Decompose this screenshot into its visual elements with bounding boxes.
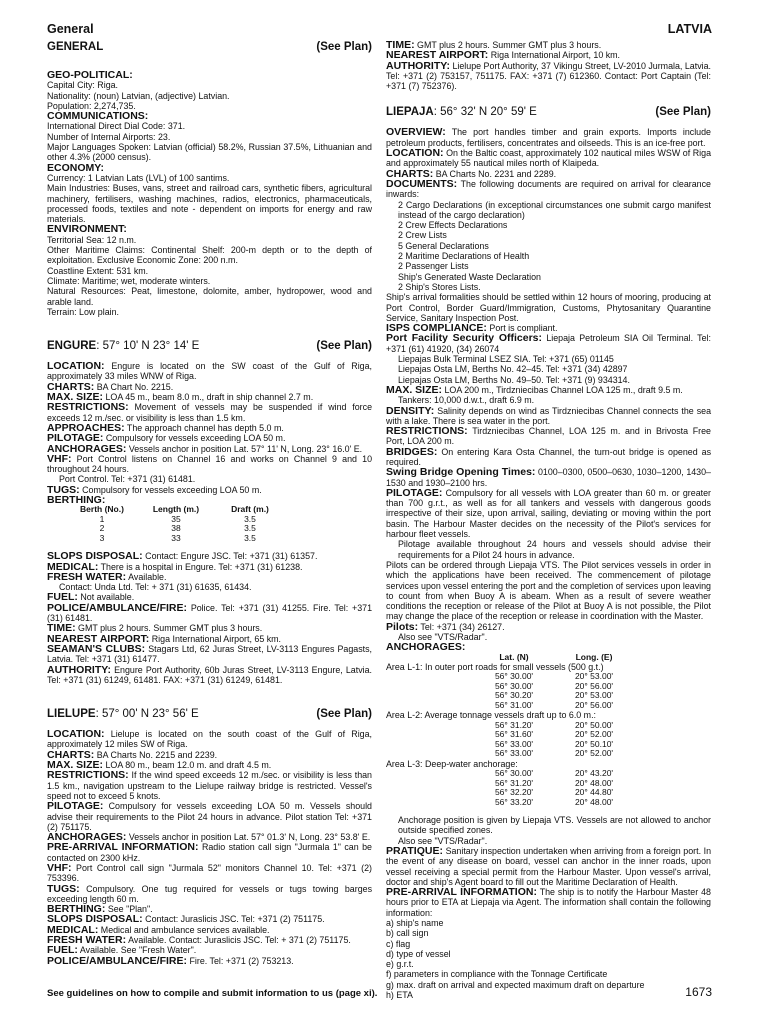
economy-line: Currency: 1 Latvian Lats (LVL) of 100 santims. [47,172,230,183]
lielupe-item-value: Fire. Tel: +371 (2) 753213. [189,955,294,966]
pre-arrival-list-item: a) ship's name [386,917,444,928]
liepaja-pratique-value: Sanitary inspection undertaken when arriving from a foreign port. In the event of any disease on board, vessel can anchor in the inner roads, upon vessel receiving a special permit from the Harbour Master. Upon vessel's arrival, doctor and ship's Agent board to fill out the Maritime Declaration of Health. [386,845,712,887]
geo-political-line: Nationality: (noun) Latvian, (adjective) Latvian. [47,90,230,101]
anchorage-area-l2: Area L-2: Average tonnage vessels draft up to 6.0 m.: [386,710,597,721]
engure-item [47,665,372,686]
liepaja-pre-arrival-key: PRE-ARRIVAL INFORMATION: [386,886,537,899]
anchorage-area-l1-table [386,672,634,710]
lielupe-item-key: SLOPS DISPOSAL: [47,913,143,926]
anchorage-area-l3-table [386,769,634,807]
engure-item-value: The approach channel has depth 5.0 m. [126,422,284,433]
lielupe-item-value: Radio station call sign "Jurmala 1" can be contacted on 2300 kHz. [47,842,372,863]
lielupe-item-value: Compulsory. One tug required for vessels or tugs towing barges exceeding length 60 m. [47,883,373,904]
lielupe-item-value: See "Plan". [107,904,153,915]
engure-item-value: Police. Tel: +371 (31) 41255. Fire. Tel: +371 (31) 61481. [47,602,373,624]
anchorage-area-l3-table-cell: 56° 32.20' [494,787,534,798]
anchorage-area-l2-table-pad [386,749,474,759]
anchorage-area-l1-table-pad [386,691,474,701]
see-also-note: Also see "VTS/Radar". [398,835,488,846]
anchorage-area-l3-table-cell: 56° 31.20' [494,777,534,788]
anchorage-area-l2-table-cell: 20° 52.00' [574,748,614,759]
engure-item [47,603,372,624]
lielupe-item-key: AUTHORITY: [386,59,450,72]
documents-list-item: 2 Crew Effects Declarations [398,220,508,231]
lielupe-item-value: Available. Contact: Juraslicis JSC. Tel: + 371 (2) 751175. [128,935,351,946]
pilotage-paragraph: Pilotage available throughout 24 hours and vessels should advise their requirements for a Pilot 24 hours in advance. [398,539,711,560]
environment-line: Territorial Sea: 12 n.m. [47,234,137,245]
footer-note: See guidelines on how to compile and submit information to us (page xi). [47,988,378,999]
pre-arrival-list-item: b) call sign [386,928,429,939]
berthing-cell: 35 [171,513,181,524]
engure-item-value: Available. [128,571,167,582]
liepaja-item [386,127,711,148]
berthing-cell: 33 [171,532,181,543]
lielupe-item-value: Medical and ambulance services available. [100,924,270,935]
lielupe-item [47,956,372,966]
lielupe-heading [47,707,372,721]
liepaja-item [386,179,711,200]
anchorage-area-l2-table-pad [386,740,474,750]
anchorage-column-headers [386,653,634,663]
engure-item-key: LOCATION: [47,360,105,373]
anchorage-area-l1-table-cell: 20° 56.00' [574,699,614,710]
pfso-line: Liepajas Osta LM, Berths No. 49–50. Tel: +371 (9) 934314. [398,374,630,385]
communications-line: Number of Internal Airports: 23. [47,131,171,142]
running-header-right: LATVIA [667,22,712,36]
liepaja-item-value: Tirdzniecibas Channel, LOA 125 m. and in Brivosta Free Port, LOA 200 m. [386,426,711,447]
general-plan-note: (See Plan) [316,41,372,53]
liepaja-pilots-key: Pilots: [386,620,419,633]
engure-item [47,644,372,665]
lielupe-item-key: LOCATION: [47,728,105,741]
lielupe-item [386,61,711,92]
lielupe-item-key: NEAREST AIRPORT: [386,49,489,62]
documents-list-item: 2 Passenger Lists [398,261,469,272]
engure-tugs-key: TUGS: [47,483,80,496]
lielupe-item-key: RESTRICTIONS: [47,769,129,782]
liepaja-formalities: Ship's arrival formalities should be settled within 12 hours of mooring, producing at Port Control, Border Guard/Immigration, Customs, Phytosanitary Quarantine Service, Sanitary Inspection Post. [386,292,711,323]
lielupe-item-value: Vessels anchor in position Lat. 57° 01.3' N, Long. 23° 53.8' E. [128,832,371,843]
liepaja-pfso [386,333,711,354]
liepaja-pratique [386,846,711,887]
communications-line: International Direct Dial Code: 371. [47,121,186,132]
engure-item-key: SEAMAN'S CLUBS: [47,642,146,655]
berthing-column-header: Berth (No.) [80,504,124,515]
pre-arrival-list-item: c) flag [386,938,411,949]
liepaja-name: LIEPAJA [386,106,434,119]
berthing-cell: 3.5 [244,513,256,524]
anchorage-area-l1-table-row [386,701,634,711]
lielupe-item-key: POLICE/AMBULANCE/FIRE: [47,954,187,967]
engure-item-value: LOA 45 m., beam 8.0 m., draft in ship channel 2.7 m. [105,392,314,403]
engure-item-key: MAX. SIZE: [47,391,104,404]
environment-line: Natural Resources: Peat, limestone, dolomite, amber, hydropower, wood and arable land. [47,286,372,307]
lielupe-item-value: Lielupe Port Authority, 37 Vikingu Street, LV-2010 Jurmala, Latvia. Tel: +371 (2) 753157, 751175. FAX: +371 (7) 612360. Contact: Port Captain (Tel: +371 (7) 752376). [386,60,712,92]
liepaja-max-size-value: LOA 200 m., Tirdzniecibas Channel LOA 125 m., draft 9.5 m. [444,384,683,395]
anchorage-area-l2-table-cell: 56° 31.60' [494,729,534,740]
communications-heading: COMMUNICATIONS: [47,110,149,123]
engure-item-value: Port Control listens on Channel 16 and works on Channel 9 and 10 throughout 24 hours. [47,453,373,475]
liepaja-item-key: CHARTS: [386,167,434,180]
engure-item-key: MEDICAL: [47,560,99,573]
liepaja-item [386,488,711,539]
liepaja-item [386,467,711,488]
anchorage-area-l1-table-cell: 56° 31.00' [494,699,534,710]
lielupe-item-key: FUEL: [47,944,78,957]
engure-item [47,361,372,382]
engure-item [47,572,372,582]
general-name: GENERAL [47,41,104,53]
spacer [47,685,372,699]
anchorage-area-l3-table-cell: 20° 48.00' [574,777,614,788]
liepaja-item-value: The port handles timber and grain exports. Imports include petroleum products, fertilisers, concentrates and oilseeds. This is an ice-free port. [386,127,711,148]
documents-list-item: 2 Ship's Stores Lists. [398,281,481,292]
liepaja-pratique-key: PRATIQUE: [386,844,443,857]
liepaja-item-key: BRIDGES: [386,445,438,458]
liepaja-pre-arrival-value: The ship is to notify the Harbour Master 48 hours prior to ETA at Liepaja via Agent. The information shall contain the following information: [386,887,711,918]
engure-item-value: Riga International Airport, 65 km. [151,633,282,644]
engure-item-value: BA Chart No. 2215. [96,381,174,392]
lielupe-item-key: CHARTS: [47,748,95,761]
anchorage-area-l2-table-cell: 20° 50.10' [574,738,614,749]
liepaja-item-key: RESTRICTIONS: [386,425,468,438]
liepaja-item-key: DOCUMENTS: [386,177,458,190]
anchorage-area-l1-table-pad [386,672,474,682]
engure-item-key: FRESH WATER: [47,570,127,583]
lielupe-item-key: MAX. SIZE: [47,759,104,772]
lielupe-item-value: GMT plus 2 hours. Summer GMT plus 3 hours. [417,40,602,50]
anchorage-area-l2-table-cell: 20° 50.00' [574,719,614,730]
engure-item-key: SLOPS DISPOSAL: [47,550,143,563]
engure-item-key: POLICE/AMBULANCE/FIRE: [47,601,187,614]
engure-item-key: FUEL: [47,591,78,604]
liepaja-pilots-value: Tel: +371 (34) 26127. [420,621,505,632]
anchorage-area-l3-table-cell: 56° 30.00' [494,768,534,779]
lielupe-plan-note: (See Plan) [316,708,372,721]
geo-political-line: Capital City: Riga. [47,80,119,91]
lielupe-item [47,842,372,863]
berthing-cell: 3.5 [244,523,256,534]
lielupe-item-value: LOA 80 m., beam 12.0 m. and draft 4.5 m. [105,760,272,771]
engure-item-value: There is a hospital in Engure. Tel: +371 (31) 61238. [100,561,303,572]
spacer [386,807,711,815]
liepaja-tankers-line: Tankers: 10,000 d.w.t., draft 6.9 m. [398,395,535,406]
running-header-left: General [47,22,94,36]
spacer [386,91,711,105]
lielupe-item-key: FRESH WATER: [47,934,127,947]
lielupe-coords: : 57° 00' N 23° 56' E [95,708,199,721]
economy-heading: ECONOMY: [47,161,104,174]
engure-item-value: Contact: Engure JSC. Tel: +371 (31) 61357. [145,551,318,562]
anchorage-area-l2-table-cell: 56° 33.00' [494,748,534,759]
environment-heading: ENVIRONMENT: [47,223,127,236]
anchorage-area-l3-table-cell: 20° 43.20' [574,768,614,779]
engure-item-key: CHARTS: [47,380,95,393]
anchorage-column-header: Long. (E) [575,651,613,662]
berthing-row [65,534,287,544]
liepaja-isps-key: ISPS COMPLIANCE: [386,322,487,335]
anchorage-area-l3-table-pad [386,788,474,798]
engure-vhf-line: Port Control. Tel: +371 (31) 61481. [59,474,196,485]
engure-item-value: Not available. [80,592,135,603]
liepaja-pfso-key: Port Facility Security Officers: [386,332,543,345]
berthing-cell: 1 [99,513,105,524]
anchorage-area-l2-table-cell: 56° 33.00' [494,738,534,749]
pfso-line: Liepajas Osta LM, Berths No. 42–45. Tel: +371 (34) 42897 [398,364,628,375]
general-title [47,40,103,54]
liepaja-pilots [386,622,711,632]
lielupe-item-value: BA Charts No. 2215 and 2239. [96,749,218,760]
lielupe-item [47,884,372,905]
liepaja-plan-note: (See Plan) [655,106,711,119]
engure-fresh-water-contact: Contact: Unda Ltd. Tel: + 371 (31) 61635, 61434. [59,582,252,593]
engure-item-key: TIME: [47,622,76,635]
documents-list-item: 2 Maritime Declarations of Health [398,251,530,262]
anchorage-column-header: Lat. (N) [499,651,529,662]
liepaja-item [386,426,711,447]
anchorage-area-l3-table-cell: 56° 33.20' [494,796,534,807]
engure-item [47,402,372,423]
engure-item-value: Engure is located on the SW coast of the Gulf of Riga, approximately 33 miles WNW of Riga. [47,361,373,382]
engure-item-key: ANCHORAGES: [47,442,127,455]
liepaja-item-key: DENSITY: [386,404,435,417]
lielupe-item-value: If the wind speed exceeds 12 m./sec. or visibility is less than 1.5 km., navigation upstream to the Lielupe railway bridge is restricted. Vessel's speed not to exceed 5 knots. [47,770,372,801]
anchorage-area-l1-table-pad [386,682,474,692]
engure-item-key: NEAREST AIRPORT: [47,632,150,645]
lielupe-title [47,707,199,721]
berthing-cell: 3.5 [244,532,256,543]
liepaja-isps-value: Port is compliant. [489,323,558,334]
liepaja-item-key: PILOTAGE: [386,486,443,499]
liepaja-pfso-value: Liepaja Petroleum SIA Oil Terminal. Tel: +371 (61) 41920, (34) 26074 [386,333,711,354]
liepaja-coords: : 56° 32' N 20° 59' E [433,106,537,119]
anchorage-area-l1-table-cell: 56° 30.00' [494,671,534,682]
engure-item-key: RESTRICTIONS: [47,401,129,414]
engure-title [47,339,199,353]
liepaja-item-value: 0100–0300, 0500–0630, 1030–1200, 1430–1530 and 1930–2100 hrs. [386,467,711,488]
lielupe-item-key: VHF: [47,862,72,874]
economy-line: Main Industries: Buses, vans, street and railroad cars, synthetic fibers, agricultural machinery, fertilisers, washing machines, radios, electronics, pharmaceuticals, processed foods, textiles and note - dependent on imports for energy and raw materials. [47,183,372,225]
pilotage-paragraph: Pilots can be ordered through Liepaja VTS. The Pilot services vessels in order in which the applications have been received. The commencement of pilotage services upon vessel entering the port and the completion of services upon leaving to count from when Buoy A is abeam. When as a result of severe weather conditions the reception or release of the Pilot at Buoy A is not possible, the Pilot may change the place of the reception or release in coordination with the Master. [386,559,711,622]
spacer [47,54,372,62]
liepaja-item-key: Swing Bridge Opening Times: [386,466,536,479]
engure-item-key: PILOTAGE: [47,432,104,445]
environment-line: Climate: Maritime; wet, moderate winters. [47,275,211,286]
liepaja-item-value: The following documents are required on arrival for clearance inwards: [386,178,711,200]
liepaja-item-key: LOCATION: [386,147,444,160]
anchorages-heading: ANCHORAGES: [386,641,466,654]
anchorage-area-l3: Area L-3: Deep-water anchorage: [386,758,518,769]
berthing-column-header: Draft (m.) [231,504,269,515]
engure-tugs-value: Compulsory for vessels exceeding LOA 50 m. [82,484,262,495]
liepaja-item-value: On the Baltic coast, approximately 102 nautical miles WSW of Riga and approximately 55 nautical miles north of Klaipeda. [386,148,712,169]
spacer [47,317,372,331]
liepaja-title [386,105,537,119]
berthing-cell: 38 [171,523,181,534]
lielupe-item [47,935,372,945]
anchorage-area-l1: Area L-1: In outer port roads for small vessels (500 g.t.) [386,662,604,673]
engure-berthing-table [65,505,287,543]
anchorage-header-row [386,653,634,663]
berthing-cell: 3 [99,532,105,543]
spacer [47,699,372,707]
engure-plan-note: (See Plan) [316,340,372,353]
anchorage-area-l3-table-cell: 20° 48.00' [574,796,614,807]
lielupe-item-value: Contact: Juraslicis JSC. Tel: +371 (2) 751175. [145,914,325,925]
lielupe-item [47,729,372,750]
anchorage-area-l1-table-cell: 20° 53.00' [574,690,614,701]
spacer [47,331,372,339]
engure-item-key: APPROACHES: [47,421,125,434]
anchorage-area-l3-table-cell: 20° 44.80' [574,787,614,798]
lielupe-item-key: MEDICAL: [47,923,99,936]
pre-arrival-list-item: g) max. draft on arrival and expected maximum draft on departure [386,979,645,990]
liepaja-item-key: OVERVIEW: [386,126,446,139]
anchorage-area-l1-table-cell: 20° 53.00' [574,671,614,682]
page-number: 1673 [685,985,712,999]
engure-item [47,444,372,454]
right-column [386,40,711,1000]
engure-item-value: GMT plus 2 hours. Summer GMT plus 3 hours. [78,623,263,634]
engure-heading [47,339,372,353]
lielupe-item-value: Compulsory for vessels exceeding LOA 50 m. Vessels should advise their requirements to the Pilot 24 hours in advance. Pilot station Tel: +371 (2) 751175. [47,801,372,832]
left-column [47,40,372,966]
see-also-note: Also see "VTS/Radar". [398,632,488,643]
lielupe-item-key: BERTHING: [47,903,106,916]
lielupe-item-key: PRE-ARRIVAL INFORMATION: [47,841,199,854]
general-heading [47,40,372,54]
anchorage-area-l2-table-pad [386,730,474,740]
liepaja-max-size-key: MAX. SIZE: [386,383,443,396]
pre-arrival-list-item: d) type of vessel [386,948,451,959]
lielupe-item-key: TUGS: [47,882,80,895]
anchorage-pad [386,653,474,663]
liepaja-item [386,148,711,169]
anchorage-area-l2-table-row [386,749,634,759]
pre-arrival-list-item: h) ETA [386,990,413,1001]
lielupe-item [47,863,372,884]
pfso-line: Liepajas Bulk Terminal LSEZ SIA. Tel: +371 (65) 01145 [398,354,614,365]
engure-item-value: Vessels anchor in position Lat. 57° 11' N, Long. 23° 16.0' E. [128,443,363,454]
lielupe-item-key: TIME: [386,39,415,51]
lielupe-item-key: PILOTAGE: [47,800,104,813]
liepaja-heading [386,105,711,119]
liepaja-item-value: BA Charts No. 2231 and 2289. [435,168,557,179]
liepaja-item-value: Salinity depends on wind as Tirdzniecibas Channel connects the sea with a lake. There is sea water in the port. [386,405,712,426]
geo-political-line: Population: 2,274,735. [47,100,136,111]
lielupe-item-key: ANCHORAGES: [47,831,127,844]
lielupe-item-value: Port Control call sign "Jurmala 52" monitors Channel 10. Tel: +371 (2) 753396. [47,863,372,884]
berthing-column-header: Length (m.) [152,504,200,515]
lielupe-item-value: Lielupe is located on the south coast of the Gulf of Riga, approximately 12 miles SW of Riga. [47,729,373,750]
documents-list-item: 2 Cargo Declarations (in exceptional circumstances one submit cargo manifest instead of the cargo declaration) [398,199,711,220]
anchorage-area-l3-table-row [386,798,634,808]
liepaja-item [386,447,711,468]
geo-political-heading: GEO-POLITICAL: [47,69,133,81]
engure-item-value: Compulsory for vessels exceeding LOA 50 m. [105,433,286,444]
engure-item-key: VHF: [47,452,72,465]
anchorage-area-l2-table [386,721,634,759]
anchorage-area-l3-table-pad [386,779,474,789]
liepaja-max-size [386,385,711,395]
lielupe-item [47,801,372,832]
documents-list-item: 2 Crew Lists [398,230,447,241]
documents-list-item: 5 General Declarations [398,240,489,251]
anchorage-area-l2-table-pad [386,721,474,731]
engure-name: ENGURE [47,340,97,353]
engure-item-key: AUTHORITY: [47,663,111,676]
liepaja-pre-arrival [386,887,711,918]
engure-item-value: Stagars Ltd, 62 Juras Street, LV-3113 Engures Pagasts, Latvia. Tel: +371 (31) 61477. [47,643,373,665]
anchorage-area-l1-table-cell: 56° 30.00' [494,680,534,691]
anchorage-area-l3-table-pad [386,798,474,808]
anchorage-note: Anchorage position is given by Liepaja VTS. Vessels are not allowed to anchor outside specified zones. [398,815,711,836]
documents-list-item: Ship's Generated Waste Declaration [398,271,541,282]
engure-coords: : 57° 10' N 23° 14' E [96,340,200,353]
anchorage-area-l2-table-cell: 20° 52.00' [574,729,614,740]
liepaja-item [386,406,711,427]
anchorage-area-l1-table-pad [386,701,474,711]
berthing-cell: 2 [99,523,105,534]
liepaja-item-value: On entering Kara Osta Channel, the turn-out bridge is opened as required. [386,446,712,467]
lielupe-item-value: Riga International Airport, 10 km. [490,50,621,61]
engure-item-value: Movement of vessels may be suspended if wind force exceeds 12 m./sec. or visibility is less than 1.5 km. [47,402,372,423]
anchorage-area-l2-table-cell: 56° 31.20' [494,719,534,730]
pre-arrival-list-item: f) parameters in compliance with the Tonnage Certificate [386,969,608,980]
lielupe-item-value: Available. See "Fresh Water". [79,945,197,956]
lielupe-name: LIELUPE [47,708,96,721]
engure-item-value: Engure Port Authority, 60b Juras Street, LV-3113 Engure, Latvia. Tel: +371 (31) 61249, 61481. FAX: +371 (31) 61249, 61481. [47,664,373,685]
environment-line: Terrain: Low plain. [47,306,120,317]
anchorage-area-l1-table-cell: 20° 56.00' [574,680,614,691]
engure-berthing-heading: BERTHING: [47,493,106,506]
communications-line: Major Languages Spoken: Latvian (official) 58.2%, Russian 37.5%, Lithuanian and other 4.3% (2000 census). [47,142,372,163]
pre-arrival-list-item: e) g.r.t. [386,959,414,970]
anchorage-area-l1-table-cell: 56° 30.20' [494,690,534,701]
engure-item [47,454,372,475]
environment-line: Coastline Extent: 531 km. [47,265,149,276]
anchorage-area-l3-table-pad [386,769,474,779]
lielupe-item [47,770,372,801]
liepaja-item-value: Compulsory for all vessels with LOA greater than 60 m. or greater than 700 g.r.t., as well as for all tankers and vessels with dangerous goods irrespective of their size, upon arrival, sailing, deviating or moving within the port basin. The Harbour Master decides on the necessity of the Pilot's services for harbour fleet vessels. [386,487,711,540]
environment-line: Other Maritime Claims: Continental Shelf: 200-m depth or to the depth of exploitation. Exclusive Economic Zone: 200 n.m. [47,245,372,266]
